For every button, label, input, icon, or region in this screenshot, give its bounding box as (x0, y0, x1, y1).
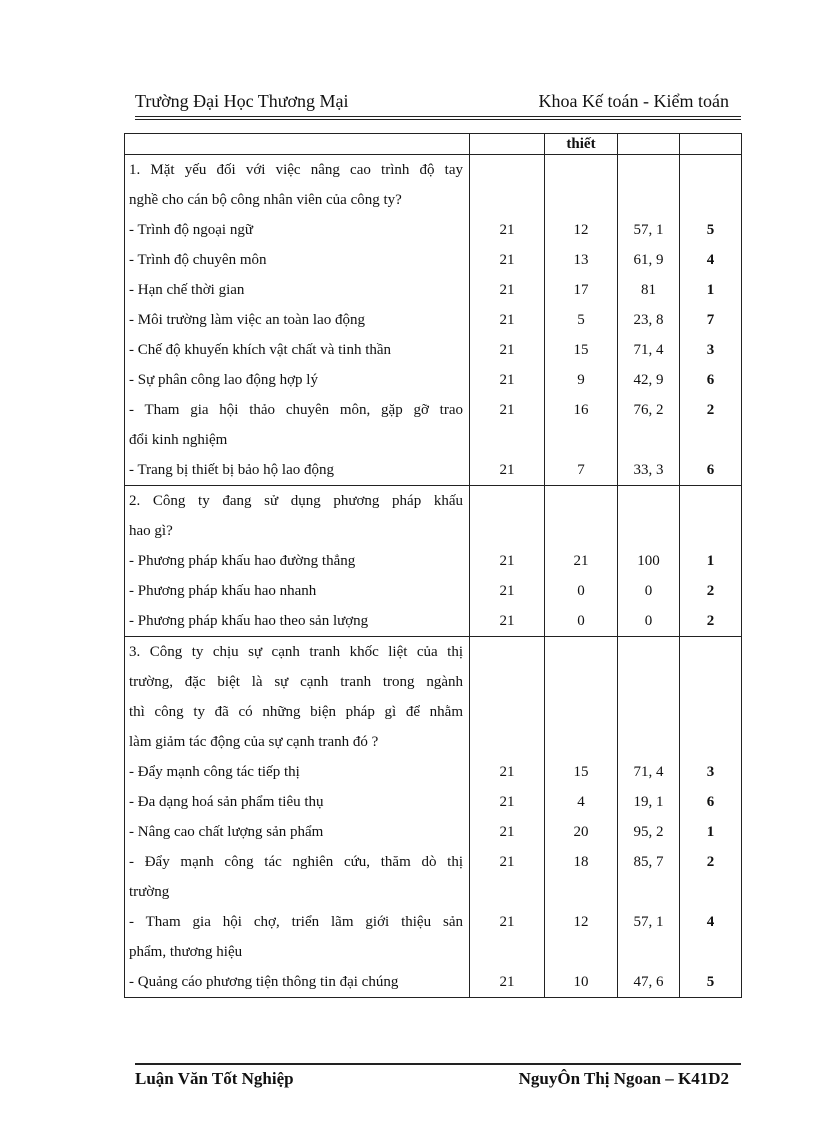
respondents-cell: 21 (470, 335, 545, 365)
question-row (125, 155, 742, 186)
count-cell: 13 (545, 245, 618, 275)
rank-cell: 1 (680, 275, 742, 305)
percent-cell (618, 425, 680, 455)
empty-cell (470, 667, 545, 697)
percent-cell: 47, 6 (618, 967, 680, 998)
percent-cell: 57, 1 (618, 215, 680, 245)
empty-cell (680, 667, 742, 697)
question-text: hao gì? (125, 516, 470, 546)
table-row (125, 245, 742, 275)
table-row (125, 817, 742, 847)
respondents-cell: 21 (470, 576, 545, 606)
item-label: - Đẩy mạnh công tác nghiên cứu, thăm dò thị (125, 847, 470, 877)
item-label: - Đẩy mạnh công tác tiếp thị (125, 757, 470, 787)
header-cell-empty (680, 134, 742, 155)
respondents-cell: 21 (470, 606, 545, 637)
rank-cell: 3 (680, 335, 742, 365)
empty-cell (680, 155, 742, 186)
item-label: - Phương pháp khấu hao nhanh (125, 576, 470, 606)
table-header-row (125, 134, 742, 155)
count-cell: 12 (545, 215, 618, 245)
empty-cell (680, 185, 742, 215)
empty-cell (470, 727, 545, 757)
percent-cell: 76, 2 (618, 395, 680, 425)
rank-cell: 6 (680, 455, 742, 486)
item-label: - Đa dạng hoá sản phẩm tiêu thụ (125, 787, 470, 817)
rank-cell: 5 (680, 967, 742, 998)
respondents-cell (470, 937, 545, 967)
item-label: - Hạn chế thời gian (125, 275, 470, 305)
empty-cell (680, 516, 742, 546)
table-row (125, 275, 742, 305)
count-cell: 10 (545, 967, 618, 998)
percent-cell: 23, 8 (618, 305, 680, 335)
empty-cell (618, 727, 680, 757)
percent-cell: 71, 4 (618, 335, 680, 365)
question-row (125, 185, 742, 215)
item-label: phẩm, thương hiệu (125, 937, 470, 967)
empty-cell (618, 486, 680, 517)
empty-cell (618, 155, 680, 186)
table-row (125, 215, 742, 245)
respondents-cell: 21 (470, 395, 545, 425)
count-cell: 18 (545, 847, 618, 877)
count-cell: 4 (545, 787, 618, 817)
count-cell: 0 (545, 606, 618, 637)
rank-cell: 2 (680, 847, 742, 877)
rank-cell: 7 (680, 305, 742, 335)
question-text: thì công ty đã có những biện pháp gì để nhằm (125, 697, 470, 727)
empty-cell (545, 667, 618, 697)
item-label: - Quảng cáo phương tiện thông tin đại chúng (125, 967, 470, 998)
respondents-cell: 21 (470, 847, 545, 877)
table-row (125, 395, 742, 425)
empty-cell (470, 697, 545, 727)
empty-cell (618, 667, 680, 697)
count-cell (545, 937, 618, 967)
question-row (125, 516, 742, 546)
percent-cell: 42, 9 (618, 365, 680, 395)
question-text: trường, đặc biệt là sự cạnh tranh trong ngành (125, 667, 470, 697)
item-label: - Phương pháp khấu hao đường thẳng (125, 546, 470, 576)
empty-cell (618, 637, 680, 668)
respondents-cell: 21 (470, 757, 545, 787)
header-cell-thiet: thiết (545, 134, 618, 155)
item-label: - Phương pháp khấu hao theo sản lượng (125, 606, 470, 637)
empty-cell (545, 185, 618, 215)
question-text: nghề cho cán bộ công nhân viên của công ty? (125, 185, 470, 215)
survey-table (124, 133, 742, 998)
table-row (125, 606, 742, 637)
empty-cell (680, 486, 742, 517)
page-header (135, 91, 741, 117)
table-row (125, 877, 742, 907)
empty-cell (545, 486, 618, 517)
count-cell: 15 (545, 335, 618, 365)
rank-cell: 2 (680, 606, 742, 637)
header-cell-empty (470, 134, 545, 155)
percent-cell: 71, 4 (618, 757, 680, 787)
table-row (125, 787, 742, 817)
respondents-cell: 21 (470, 455, 545, 486)
item-label: - Tham gia hội thảo chuyên môn, gặp gỡ trao (125, 395, 470, 425)
item-label: - Sự phân công lao động hợp lý (125, 365, 470, 395)
item-label: - Nâng cao chất lượng sản phẩm (125, 817, 470, 847)
percent-cell: 33, 3 (618, 455, 680, 486)
respondents-cell: 21 (470, 305, 545, 335)
header-rule-double (135, 119, 741, 120)
percent-cell (618, 937, 680, 967)
header-school: Trường Đại Học Thương Mại (135, 91, 349, 111)
count-cell: 17 (545, 275, 618, 305)
respondents-cell: 21 (470, 967, 545, 998)
question-row (125, 727, 742, 757)
count-cell (545, 425, 618, 455)
respondents-cell: 21 (470, 787, 545, 817)
respondents-cell (470, 877, 545, 907)
empty-cell (680, 727, 742, 757)
page-footer (135, 1069, 741, 1095)
item-label: - Trang bị thiết bị bảo hộ lao động (125, 455, 470, 486)
table-row (125, 546, 742, 576)
count-cell: 15 (545, 757, 618, 787)
respondents-cell: 21 (470, 907, 545, 937)
item-label: - Chế độ khuyến khích vật chất và tinh thần (125, 335, 470, 365)
question-row (125, 697, 742, 727)
respondents-cell (470, 425, 545, 455)
footer-thesis-label: Luận Văn Tốt Nghiệp (135, 1069, 294, 1088)
table-row (125, 937, 742, 967)
empty-cell (618, 697, 680, 727)
percent-cell: 19, 1 (618, 787, 680, 817)
item-label: - Môi trường làm việc an toàn lao động (125, 305, 470, 335)
header-cell-empty (618, 134, 680, 155)
rank-cell: 6 (680, 365, 742, 395)
count-cell: 9 (545, 365, 618, 395)
question-text: 1. Mặt yếu đối với việc nâng cao trình độ tay (125, 155, 470, 186)
empty-cell (470, 516, 545, 546)
footer-rule (135, 1063, 741, 1065)
count-cell: 7 (545, 455, 618, 486)
percent-cell: 61, 9 (618, 245, 680, 275)
item-label: đổi kinh nghiệm (125, 425, 470, 455)
percent-cell: 0 (618, 606, 680, 637)
percent-cell: 81 (618, 275, 680, 305)
rank-cell: 2 (680, 395, 742, 425)
empty-cell (545, 637, 618, 668)
rank-cell (680, 877, 742, 907)
empty-cell (545, 697, 618, 727)
item-label: - Tham gia hội chợ, triển lãm giới thiệu sản (125, 907, 470, 937)
rank-cell: 5 (680, 215, 742, 245)
header-rule (135, 116, 741, 117)
percent-cell: 100 (618, 546, 680, 576)
survey-table-body (125, 134, 742, 998)
table-row (125, 455, 742, 486)
respondents-cell: 21 (470, 546, 545, 576)
percent-cell: 85, 7 (618, 847, 680, 877)
empty-cell (545, 155, 618, 186)
rank-cell (680, 937, 742, 967)
count-cell: 20 (545, 817, 618, 847)
percent-cell (618, 877, 680, 907)
question-row (125, 637, 742, 668)
empty-cell (470, 486, 545, 517)
question-row (125, 486, 742, 517)
rank-cell: 3 (680, 757, 742, 787)
rank-cell: 1 (680, 546, 742, 576)
respondents-cell: 21 (470, 365, 545, 395)
table-row (125, 425, 742, 455)
rank-cell: 6 (680, 787, 742, 817)
table-row (125, 907, 742, 937)
respondents-cell: 21 (470, 215, 545, 245)
question-text: 2. Công ty đang sử dụng phương pháp khấu (125, 486, 470, 517)
respondents-cell: 21 (470, 275, 545, 305)
count-cell: 12 (545, 907, 618, 937)
empty-cell (680, 637, 742, 668)
count-cell: 5 (545, 305, 618, 335)
rank-cell: 4 (680, 245, 742, 275)
percent-cell: 0 (618, 576, 680, 606)
rank-cell: 1 (680, 817, 742, 847)
question-text: làm giảm tác động của sự cạnh tranh đó ? (125, 727, 470, 757)
table-row (125, 847, 742, 877)
empty-cell (470, 185, 545, 215)
empty-cell (618, 185, 680, 215)
count-cell: 16 (545, 395, 618, 425)
rank-cell (680, 425, 742, 455)
percent-cell: 57, 1 (618, 907, 680, 937)
footer-author: NguyÔn Thị Ngoan – K41D2 (518, 1069, 729, 1088)
item-label: - Trình độ chuyên môn (125, 245, 470, 275)
count-cell: 21 (545, 546, 618, 576)
rank-cell: 2 (680, 576, 742, 606)
item-label: - Trình độ ngoại ngữ (125, 215, 470, 245)
empty-cell (545, 516, 618, 546)
respondents-cell: 21 (470, 817, 545, 847)
empty-cell (680, 697, 742, 727)
respondents-cell: 21 (470, 245, 545, 275)
table-row (125, 967, 742, 998)
item-label: trường (125, 877, 470, 907)
table-row (125, 305, 742, 335)
count-cell: 0 (545, 576, 618, 606)
percent-cell: 95, 2 (618, 817, 680, 847)
empty-cell (545, 727, 618, 757)
empty-cell (618, 516, 680, 546)
empty-cell (470, 637, 545, 668)
empty-cell (470, 155, 545, 186)
table-row (125, 576, 742, 606)
table-row (125, 335, 742, 365)
count-cell (545, 877, 618, 907)
header-faculty: Khoa Kế toán - Kiểm toán (538, 91, 729, 111)
header-cell-empty (125, 134, 470, 155)
table-row (125, 365, 742, 395)
question-text: 3. Công ty chịu sự cạnh tranh khốc liệt của thị (125, 637, 470, 668)
question-row (125, 667, 742, 697)
table-row (125, 757, 742, 787)
rank-cell: 4 (680, 907, 742, 937)
